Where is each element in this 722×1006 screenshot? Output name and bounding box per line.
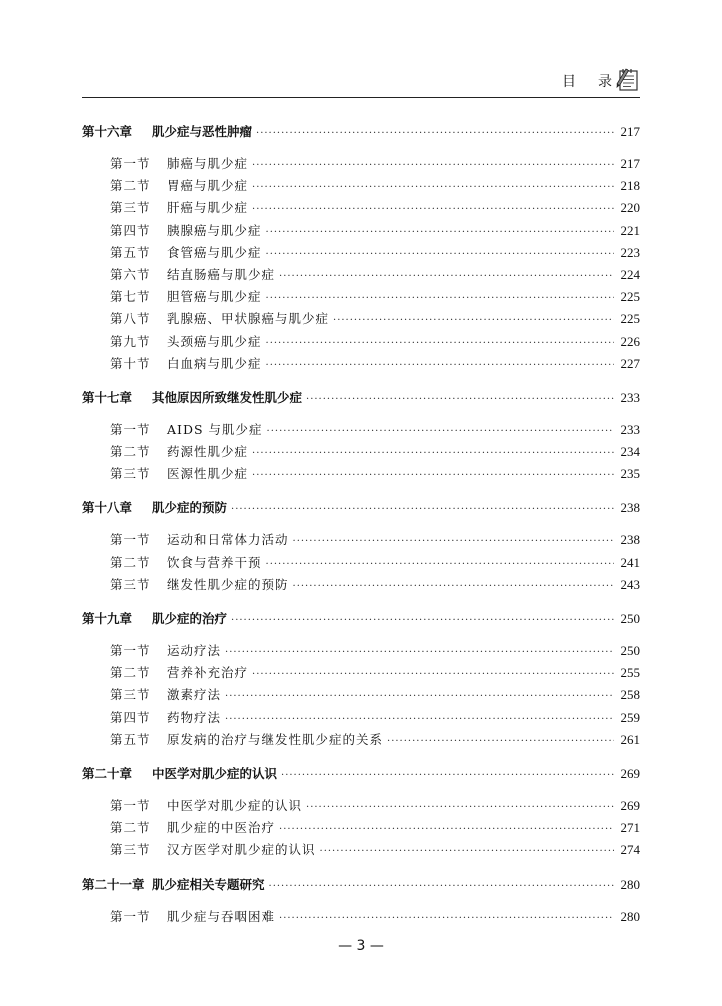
dot-leader [266,244,614,266]
entry-number: 第一节 [110,421,151,437]
entry-number: 第二十一章 [82,876,145,892]
entry-number: 第十七章 [82,389,133,405]
entry-page-number: 223 [620,244,640,260]
dot-leader [269,875,614,899]
page-header [82,62,640,98]
dot-leader [266,222,614,244]
dot-leader [266,554,614,576]
entry-number: 第六节 [110,266,151,282]
header-rule [82,97,640,98]
entry-page-number: 217 [620,124,640,139]
entry-page-number: 226 [620,333,640,349]
entry-page-number: 250 [620,611,640,626]
entry-number: 第三节 [110,687,151,703]
entry-number: 第五节 [110,244,151,260]
entry-title: 中医学对肌少症的认识 [152,765,278,781]
header-title-right: 录 [598,74,612,90]
toc-section-row[interactable] [82,707,640,729]
entry-number: 第八节 [110,311,151,327]
entry-page-number: 233 [620,421,640,437]
entry-title: 肌少症的预防 [152,500,228,516]
dot-leader [252,199,614,221]
entry-title: 继发性肌少症的预防 [167,576,289,592]
entry-page-number: 235 [620,466,640,482]
toc-chapter [82,386,640,486]
dot-leader [225,709,614,731]
entry-page-number: 225 [620,311,640,327]
entry-number: 第四节 [110,222,151,238]
entry-number: 第二节 [110,665,151,681]
dot-leader [281,764,614,788]
entry-title: AIDS 与肌少症 [167,421,263,437]
entry-page-number: 221 [620,222,640,238]
entry-title: 头颈癌与肌少症 [167,333,262,349]
dot-leader [252,465,614,487]
entry-page-number: 259 [620,709,640,725]
toc-section-row[interactable] [82,197,640,219]
entry-title: 医源性肌少症 [167,466,249,482]
dot-leader [306,797,614,819]
dot-leader [225,686,614,708]
entry-title: 原发病的治疗与继发性肌少症的关系 [167,731,384,747]
entry-page-number: 241 [620,554,640,570]
entry-page-number: 238 [620,500,640,516]
toc-section-row[interactable] [82,175,640,197]
dot-leader [252,177,614,199]
entry-number: 第十节 [110,355,151,371]
toc-section-row[interactable] [82,331,640,353]
entry-page-number: 217 [620,156,640,171]
entry-number: 第四节 [110,709,151,725]
dot-leader [225,642,614,664]
toc-section-row[interactable] [82,242,640,264]
dot-leader [252,155,614,177]
entry-number: 第十八章 [82,500,133,516]
toc-section-row[interactable] [82,463,640,485]
toc-section-row[interactable] [82,529,640,551]
entry-title: 营养补充治疗 [167,665,249,681]
header-title-left: 目 [562,74,576,90]
toc-section-row[interactable] [82,795,640,817]
entry-title: 运动疗法 [167,643,222,658]
toc-section-row[interactable] [82,286,640,308]
entry-page-number: 225 [620,289,640,305]
entry-title: 药源性肌少症 [167,444,249,460]
entry-page-number: 255 [620,665,640,681]
dot-leader [320,841,614,863]
entry-page-number: 269 [620,797,640,813]
entry-title: 肌少症的治疗 [152,611,228,626]
dot-leader [231,498,614,522]
entry-title: 饮食与营养干预 [167,554,262,570]
entry-page-number: 218 [620,178,640,194]
toc-chapter-row[interactable] [82,386,640,410]
entry-number: 第五节 [110,731,151,747]
table-of-contents [82,120,640,928]
entry-title: 胃癌与肌少症 [167,178,249,194]
entry-number: 第二节 [110,554,151,570]
entry-title: 肌少症与恶性肿瘤 [152,124,253,139]
toc-section-row[interactable] [82,264,640,286]
dot-leader [293,531,614,553]
toc-section-row[interactable] [82,441,640,463]
toc-chapter-row[interactable] [82,607,640,631]
entry-number: 第七节 [110,289,151,305]
entry-page-number: 227 [620,355,640,371]
entry-title: 其他原因所致继发性肌少症 [152,389,303,405]
toc-section-row[interactable] [82,419,640,441]
entry-number: 第三节 [110,200,151,216]
dot-leader [333,310,614,332]
entry-page-number: 234 [620,444,640,460]
entry-number: 第十六章 [82,124,133,139]
toc-section-row[interactable] [82,817,640,839]
entry-page-number: 274 [620,842,640,858]
entry-page-number: 271 [620,820,640,836]
toc-chapter [82,762,640,862]
entry-page-number: 280 [620,876,640,892]
toc-chapter [82,120,640,375]
toc-section-row[interactable] [82,839,640,861]
entry-number: 第一节 [110,908,151,924]
entry-number: 第三节 [110,842,151,858]
dot-leader [256,122,614,146]
entry-number: 第二十章 [82,765,133,781]
entry-title: 乳腺癌、甲状腺癌与肌少症 [167,311,330,327]
entry-page-number: 238 [620,532,640,548]
dot-leader [266,333,614,355]
entry-page-number: 258 [620,687,640,703]
dot-leader [252,664,614,686]
entry-title: 肝癌与肌少症 [167,200,249,216]
entry-page-number: 224 [620,266,640,282]
entry-number: 第三节 [110,576,151,592]
dot-leader [279,908,614,930]
entry-title: 肌少症的中医治疗 [167,820,276,836]
entry-title: 药物疗法 [167,709,222,725]
toc-section-row[interactable] [82,308,640,330]
entry-title: 结直肠癌与肌少症 [167,266,276,282]
toc-section-row[interactable] [82,552,640,574]
entry-title: 白血病与肌少症 [167,355,262,371]
entry-title: 肺癌与肌少症 [167,156,249,171]
entry-number: 第一节 [110,532,151,548]
dot-leader [279,819,614,841]
entry-title: 胰腺癌与肌少症 [167,222,262,238]
toc-section-row[interactable] [82,662,640,684]
entry-number: 第一节 [110,797,151,813]
dot-leader [293,576,614,598]
entry-page-number: 261 [620,731,640,747]
dot-leader [266,288,614,310]
toc-section-row[interactable] [82,353,640,375]
toc-chapter [82,607,640,751]
entry-number: 第二节 [110,178,151,194]
toc-section-row[interactable] [82,684,640,706]
toc-section-row[interactable] [82,574,640,596]
toc-chapter-row[interactable] [82,496,640,520]
entry-title: 胆管癌与肌少症 [167,289,262,305]
toc-chapter-row[interactable] [82,873,640,897]
entry-number: 第九节 [110,333,151,349]
toc-chapter [82,496,640,596]
entry-title: 激素疗法 [167,687,222,703]
entry-title: 汉方医学对肌少症的认识 [167,842,316,858]
entry-page-number: 233 [620,389,640,405]
entry-number: 第三节 [110,466,151,482]
toc-section-row[interactable] [82,153,640,175]
toc-section-row[interactable] [82,729,640,751]
toc-chapter-row[interactable] [82,120,640,144]
entry-number: 第十九章 [82,611,133,626]
entry-title: 运动和日常体力活动 [167,532,289,548]
entry-title: 中医学对肌少症的认识 [167,797,303,813]
notepad-pencil-icon [616,66,640,92]
entry-number: 第二节 [110,820,151,836]
entry-page-number: 280 [620,908,640,924]
toc-section-row[interactable] [82,220,640,242]
entry-page-number: 243 [620,576,640,592]
entry-number: 第一节 [110,643,151,658]
entry-number: 第一节 [110,156,151,171]
dot-leader [252,443,614,465]
entry-number: 第二节 [110,444,151,460]
entry-page-number: 250 [620,643,640,658]
entry-title: 食管癌与肌少症 [167,244,262,260]
entry-title: 肌少症相关专题研究 [152,876,265,892]
toc-chapter [82,873,640,928]
dot-leader [279,266,614,288]
dot-leader [387,731,614,753]
entry-page-number: 269 [620,765,640,781]
entry-page-number: 220 [620,200,640,216]
dot-leader [266,355,614,377]
dot-leader [231,609,614,633]
header-title [562,71,612,91]
dot-leader [306,388,614,412]
entry-title: 肌少症与吞咽困难 [167,908,276,924]
toc-section-row[interactable] [82,640,640,662]
dot-leader [267,421,614,443]
toc-section-row[interactable] [82,906,640,928]
toc-chapter-row[interactable] [82,762,640,786]
page-number: — 3 — [338,938,384,954]
